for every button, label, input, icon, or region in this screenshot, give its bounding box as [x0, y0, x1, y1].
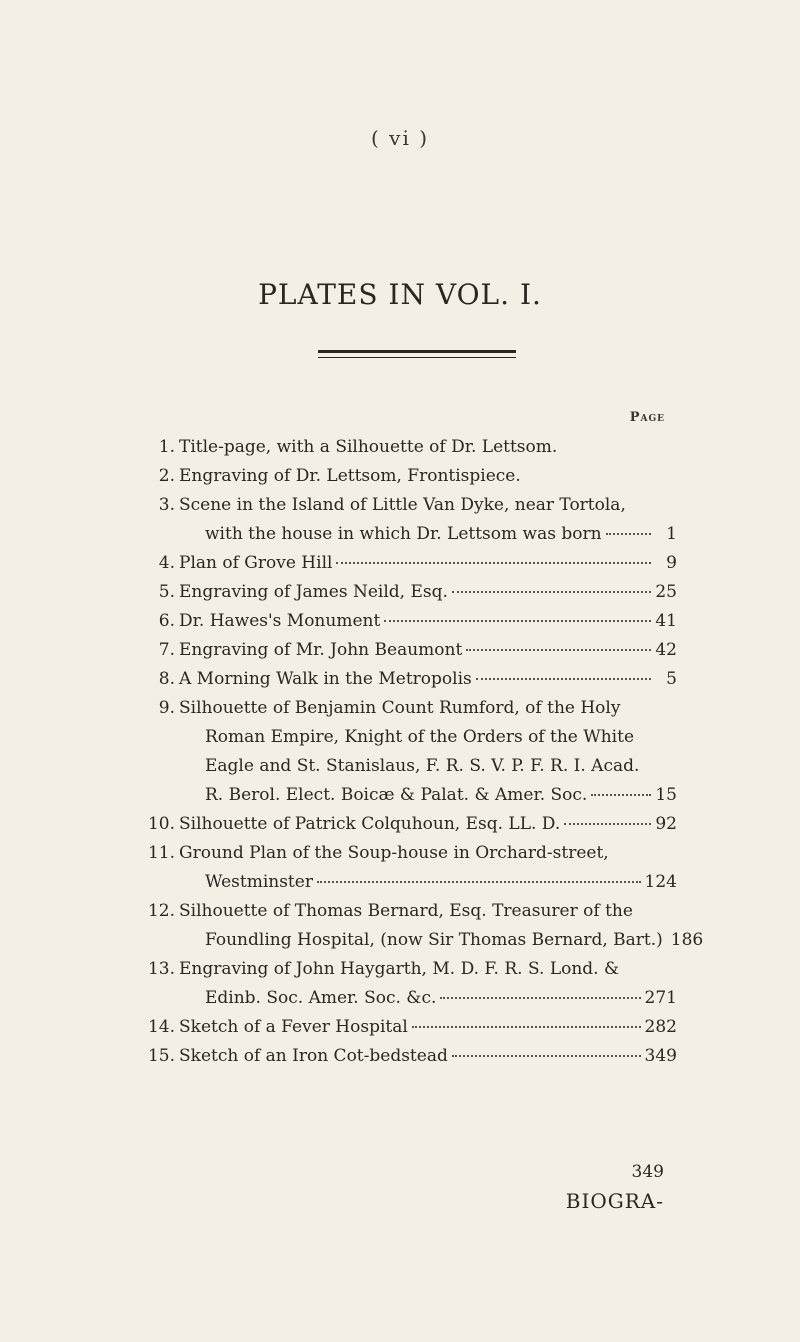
plate-entry [157, 433, 677, 462]
plate-title-text: R. Berol. Elect. Boicæ & Palat. & Amer. Soc. [205, 785, 588, 805]
dot-leader [384, 620, 651, 622]
plate-line-with-page [179, 868, 677, 897]
dot-leader [317, 881, 641, 883]
plate-title-text: Scene in the Island of Little Van Dyke, near Tortola, [179, 495, 626, 515]
title-rule-thin [318, 357, 516, 358]
dot-leader [564, 823, 651, 825]
plate-page-number: 186 [670, 930, 704, 950]
plate-number: 6. [158, 611, 175, 631]
plate-title-text: Engraving of Mr. John Beaumont [179, 640, 463, 660]
dot-leader [476, 678, 651, 680]
page-column-label: Page [629, 410, 665, 425]
dot-leader [336, 562, 651, 564]
plate-page-number: 282 [644, 1017, 677, 1037]
plate-line-with-page [179, 926, 704, 955]
dot-leader [452, 1055, 641, 1057]
plate-title-text: Dr. Hawes's Monument [179, 611, 381, 631]
plate-title-text: Ground Plan of the Soup-house in Orchard-street, [179, 843, 609, 863]
plate-entry [147, 839, 677, 897]
plate-line-with-page [179, 636, 677, 665]
plate-number: 12. [147, 901, 175, 921]
plate-title-text: Roman Empire, Knight of the Orders of the White [205, 727, 635, 747]
plate-page-number: 271 [644, 988, 677, 1008]
plate-title-text: Silhouette of Benjamin Count Rumford, of the Holy [179, 698, 621, 718]
plate-entry [157, 578, 677, 607]
plate-title-text: with the house in which Dr. Lettsom was born [205, 524, 602, 544]
plate-title-text: Silhouette of Patrick Colquhoun, Esq. LL. D. [179, 814, 561, 834]
catchword: BIOGRA- [565, 1189, 664, 1213]
title-rule-thick [318, 350, 516, 353]
plate-entry [157, 607, 677, 636]
plate-title-text: Edinb. Soc. Amer. Soc. &c. [205, 988, 437, 1008]
plate-line-with-page [179, 549, 677, 578]
plates-list [147, 433, 704, 1071]
plate-line-with-page [179, 520, 677, 549]
plate-number: 13. [147, 959, 175, 979]
plate-entry [147, 1042, 677, 1071]
plate-number: 10. [147, 814, 175, 834]
dot-leader [452, 591, 651, 593]
plate-title-text: Westminster [205, 872, 313, 892]
plate-title-text: Eagle and St. Stanislaus, F. R. S. V. P. F. R. I. Acad. [205, 756, 640, 776]
plate-title-text: Sketch of a Fever Hospital [179, 1017, 408, 1037]
page-folio: ( vi ) [370, 126, 429, 150]
catch-block [566, 1158, 664, 1216]
plate-number: 3. [158, 495, 175, 515]
plate-number: 8. [158, 669, 175, 689]
dot-leader [466, 649, 651, 651]
catch-number: 349 [631, 1162, 664, 1182]
plate-number: 9. [158, 698, 175, 718]
plate-page-number: 15 [655, 785, 677, 805]
plate-line-with-page [179, 1013, 677, 1042]
plate-entry [147, 897, 704, 955]
plate-number: 5. [158, 582, 175, 602]
plate-page-number: 92 [655, 814, 677, 834]
plate-title-text: A Morning Walk in the Metropolis [179, 669, 472, 689]
plate-title-text: Sketch of an Iron Cot-bedstead [179, 1046, 448, 1066]
plate-page-number: 349 [644, 1046, 677, 1066]
plate-number: 14. [147, 1017, 175, 1037]
dot-leader [606, 533, 651, 535]
plate-title-text: Engraving of Dr. Lettsom, Frontispiece. [179, 466, 521, 486]
plate-page-number: 1 [666, 524, 677, 544]
plate-line-with-page [179, 665, 677, 694]
plate-entry [147, 955, 677, 1013]
plate-line-with-page [179, 1042, 677, 1071]
plate-number: 2. [158, 466, 175, 486]
plate-entry [147, 810, 677, 839]
plate-entry [147, 1013, 677, 1042]
plate-title-text: Plan of Grove Hill [179, 553, 333, 573]
plate-title-text: Title-page, with a Silhouette of Dr. Lettsom. [179, 437, 558, 457]
plate-entry [157, 694, 677, 810]
page-title: PLATES IN VOL. I. [258, 278, 542, 311]
plate-title-text: Engraving of James Neild, Esq. [179, 582, 448, 602]
plate-line-with-page [179, 781, 677, 810]
plate-line-with-page [179, 578, 677, 607]
plate-title-text: Silhouette of Thomas Bernard, Esq. Treasurer of the [179, 901, 633, 921]
plate-line-with-page [179, 810, 677, 839]
plate-page-number: 25 [655, 582, 677, 602]
dot-leader [440, 997, 640, 999]
plate-line-with-page [179, 984, 677, 1013]
plate-page-number: 42 [655, 640, 677, 660]
plate-entry [157, 462, 677, 491]
plate-number: 4. [158, 553, 175, 573]
plate-number: 7. [158, 640, 175, 660]
plate-entry [157, 549, 677, 578]
plate-title-text: Engraving of John Haygarth, M. D. F. R. S. Lond. & [179, 959, 620, 979]
plate-entry [157, 636, 677, 665]
plate-entry [157, 665, 677, 694]
plate-number: 11. [147, 843, 175, 863]
plate-number: 15. [147, 1046, 175, 1066]
plate-page-number: 5 [666, 669, 677, 689]
plate-page-number: 124 [644, 872, 677, 892]
dot-leader [412, 1026, 641, 1028]
plate-entry [157, 491, 677, 549]
plate-line-with-page [179, 607, 677, 636]
dot-leader [591, 794, 651, 796]
plate-number: 1. [158, 437, 175, 457]
plate-page-number: 41 [655, 611, 677, 631]
plate-title-text: Foundling Hospital, (now Sir Thomas Bernard, Bart.) [205, 930, 663, 950]
plate-page-number: 9 [666, 553, 677, 573]
